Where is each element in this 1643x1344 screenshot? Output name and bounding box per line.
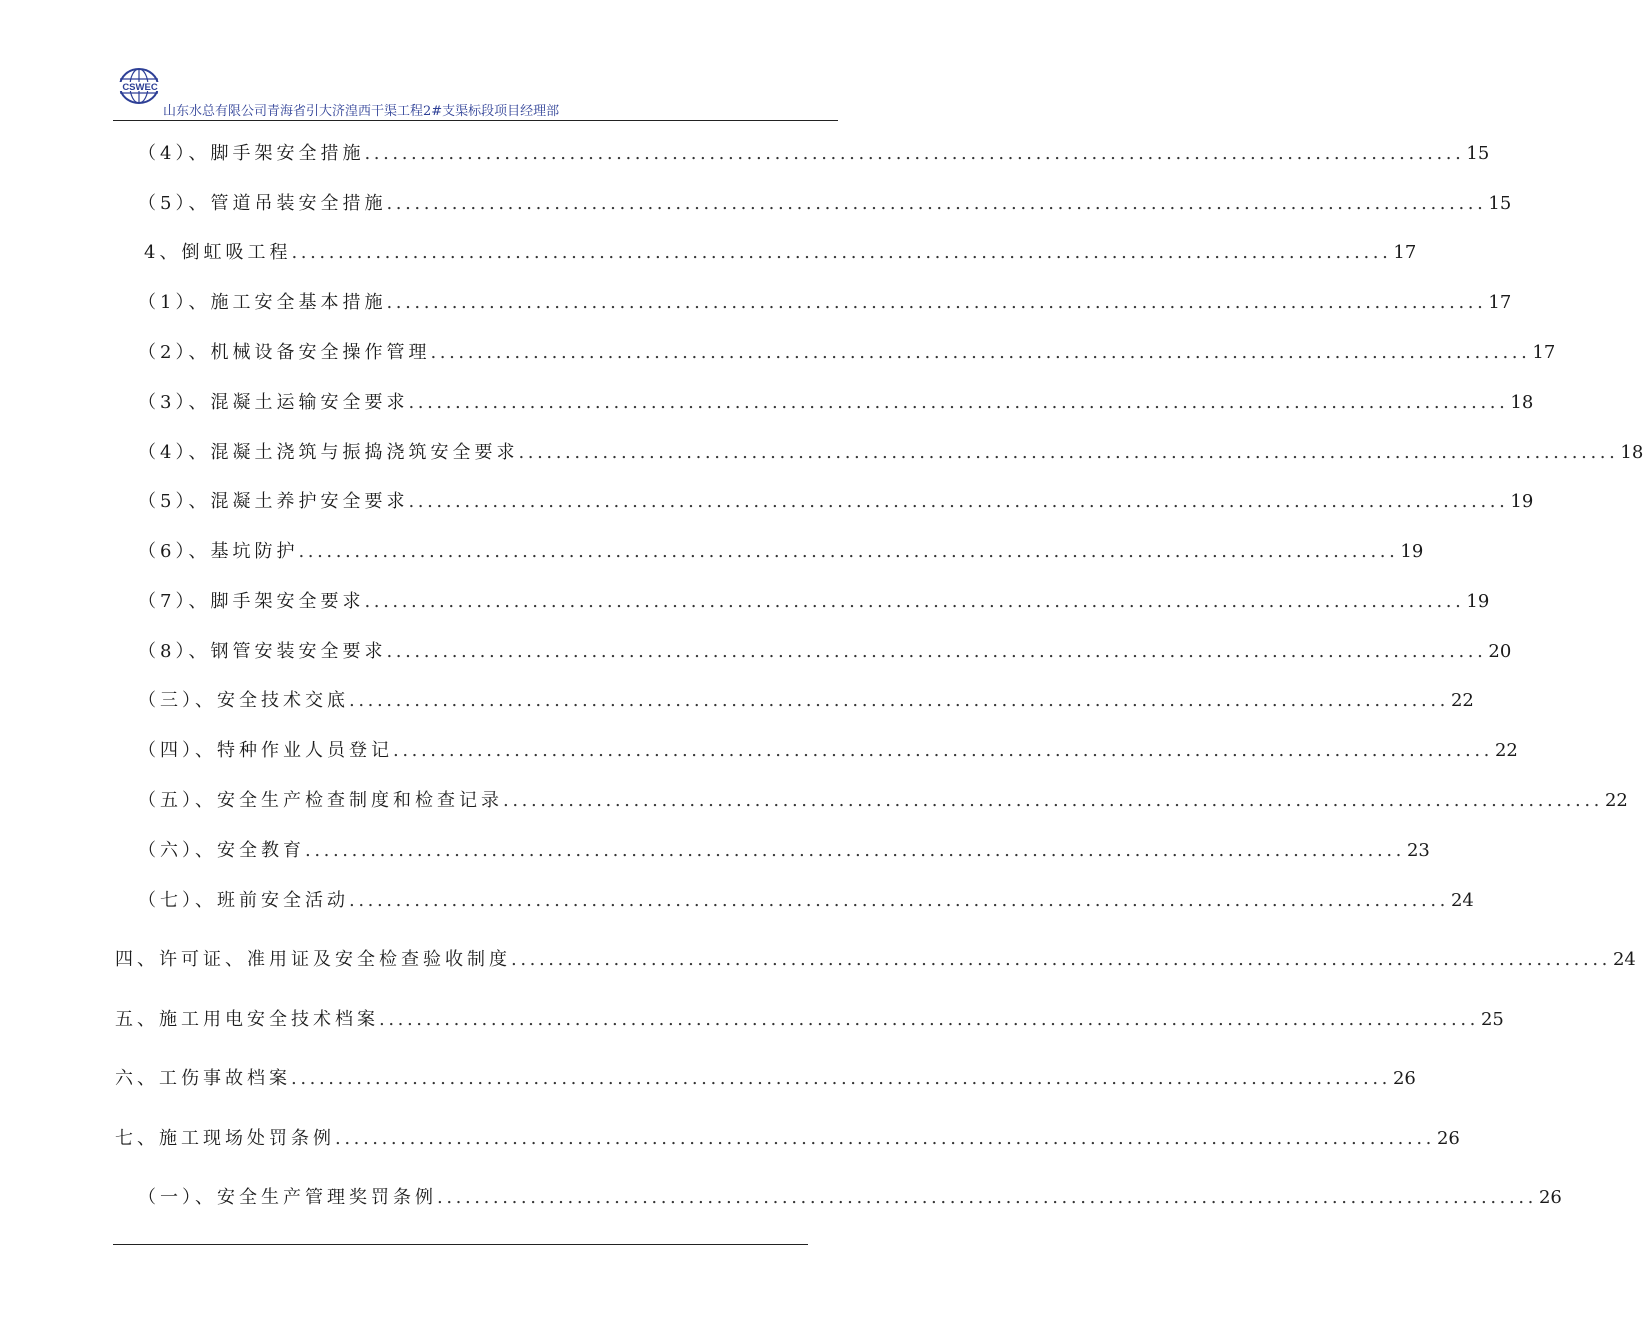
toc-entry[interactable] bbox=[138, 441, 1643, 465]
toc-entry[interactable] bbox=[138, 839, 1430, 863]
toc-leader-dots: ...................................................................................................................... bbox=[364, 591, 1465, 612]
toc-entry-page-number: 26 bbox=[1538, 1187, 1562, 1208]
toc-entry[interactable] bbox=[138, 341, 1556, 365]
toc-entry[interactable] bbox=[138, 889, 1474, 913]
toc-entry-page-number: 17 bbox=[1488, 292, 1512, 313]
toc-entry-page-number: 26 bbox=[1392, 1068, 1416, 1089]
toc-leader-dots: ...................................................................................................................... bbox=[379, 1009, 1479, 1030]
toc-entry-title: （2）、机械设备安全操作管理 bbox=[138, 342, 431, 363]
toc-leader-dots: ...................................................................................................................... bbox=[364, 143, 1465, 164]
toc-leader-dots: ...................................................................................................................... bbox=[291, 242, 1392, 263]
toc-entry-page-number: 17 bbox=[1532, 342, 1556, 363]
toc-entry-page-number: 19 bbox=[1510, 491, 1534, 512]
toc-entry-page-number: 20 bbox=[1488, 641, 1512, 662]
toc-leader-dots: ...................................................................................................................... bbox=[503, 790, 1603, 811]
toc-entry-title: （三）、安全技术交底 bbox=[138, 690, 349, 711]
toc-entry[interactable] bbox=[138, 789, 1628, 813]
toc-entry-page-number: 17 bbox=[1393, 242, 1417, 263]
toc-entry[interactable] bbox=[115, 1127, 1460, 1151]
toc-leader-dots: ...................................................................................................................... bbox=[386, 193, 1487, 214]
toc-leader-dots: ...................................................................................................................... bbox=[430, 342, 1531, 363]
toc-leader-dots: ...................................................................................................................... bbox=[437, 1187, 1537, 1208]
toc-leader-dots: ...................................................................................................................... bbox=[518, 442, 1619, 463]
toc-entry[interactable] bbox=[115, 948, 1636, 972]
toc-entry-title: 七、施工现场处罚条例 bbox=[115, 1128, 335, 1149]
toc-leader-dots: ...................................................................................................................... bbox=[511, 949, 1611, 970]
toc-entry-title: （5）、混凝土养护安全要求 bbox=[138, 491, 409, 512]
toc-leader-dots: ...................................................................................................................... bbox=[386, 292, 1487, 313]
toc-entry-page-number: 26 bbox=[1436, 1128, 1460, 1149]
logo-text: CSWEC bbox=[122, 82, 158, 93]
toc-leader-dots: ...................................................................................................................... bbox=[349, 690, 1449, 711]
toc-entry[interactable] bbox=[138, 689, 1474, 713]
toc-entry-page-number: 19 bbox=[1400, 541, 1424, 562]
header-organization-text: 山东水总有限公司青海省引大济湟西干渠工程2#支渠标段项目经理部 bbox=[163, 104, 560, 119]
toc-entry[interactable] bbox=[144, 241, 1417, 265]
toc-entry-title: （7）、脚手架安全要求 bbox=[138, 591, 365, 612]
toc-entry-title: （1）、施工安全基本措施 bbox=[138, 292, 387, 313]
toc-entry-title: （4）、混凝土浇筑与振捣浇筑安全要求 bbox=[138, 442, 519, 463]
toc-entry-page-number: 24 bbox=[1612, 949, 1636, 970]
toc-entry-page-number: 23 bbox=[1406, 840, 1430, 861]
toc-entry[interactable] bbox=[115, 1008, 1504, 1032]
toc-entry-title: （七）、班前安全活动 bbox=[138, 890, 349, 911]
toc-entry[interactable] bbox=[138, 640, 1512, 664]
toc-entry-page-number: 19 bbox=[1466, 591, 1490, 612]
toc-entry-page-number: 18 bbox=[1620, 442, 1643, 463]
footer-rule bbox=[113, 1244, 808, 1245]
toc-entry-page-number: 25 bbox=[1480, 1009, 1504, 1030]
toc-entry[interactable] bbox=[138, 739, 1518, 763]
toc-entry-title: 六、工伤事故档案 bbox=[115, 1068, 291, 1089]
toc-leader-dots: ...................................................................................................................... bbox=[298, 541, 1399, 562]
toc-leader-dots: ...................................................................................................................... bbox=[305, 840, 1405, 861]
toc-entry[interactable] bbox=[138, 1186, 1562, 1210]
toc-entry-title: （4）、脚手架安全措施 bbox=[138, 143, 365, 164]
toc-leader-dots: ...................................................................................................................... bbox=[408, 392, 1509, 413]
toc-leader-dots: ...................................................................................................................... bbox=[291, 1068, 1391, 1089]
toc-entry[interactable] bbox=[138, 291, 1512, 315]
toc-entry-title: （6）、基坑防护 bbox=[138, 541, 299, 562]
toc-entry[interactable] bbox=[115, 1067, 1416, 1091]
toc-entry-title: 四、许可证、准用证及安全检查验收制度 bbox=[115, 949, 511, 970]
page-header bbox=[113, 62, 838, 121]
toc-entry-title: （一）、安全生产管理奖罚条例 bbox=[138, 1187, 437, 1208]
toc-entry[interactable] bbox=[138, 391, 1534, 415]
toc-entry-page-number: 24 bbox=[1450, 890, 1474, 911]
toc-leader-dots: ...................................................................................................................... bbox=[386, 641, 1487, 662]
toc-leader-dots: ...................................................................................................................... bbox=[335, 1128, 1435, 1149]
toc-leader-dots: ...................................................................................................................... bbox=[393, 740, 1493, 761]
toc-entry-title: 五、施工用电安全技术档案 bbox=[115, 1009, 379, 1030]
toc-entry-page-number: 18 bbox=[1510, 392, 1534, 413]
toc-leader-dots: ...................................................................................................................... bbox=[408, 491, 1509, 512]
toc-entry[interactable] bbox=[138, 142, 1490, 166]
toc-entry-page-number: 22 bbox=[1494, 740, 1518, 761]
toc-entry[interactable] bbox=[138, 540, 1424, 564]
toc-leader-dots: ...................................................................................................................... bbox=[349, 890, 1449, 911]
toc-entry-page-number: 15 bbox=[1488, 193, 1512, 214]
toc-entry[interactable] bbox=[138, 192, 1512, 216]
toc-entry[interactable] bbox=[138, 490, 1534, 514]
toc-entry-title: （3）、混凝土运输安全要求 bbox=[138, 392, 409, 413]
toc-entry-page-number: 15 bbox=[1466, 143, 1490, 164]
toc-entry-title: （5）、管道吊装安全措施 bbox=[138, 193, 387, 214]
toc-entry-title: （8）、钢管安装安全要求 bbox=[138, 641, 387, 662]
toc-entry-title: （四）、特种作业人员登记 bbox=[138, 740, 393, 761]
toc-entry-page-number: 22 bbox=[1604, 790, 1628, 811]
toc-entry-title: （五）、安全生产检查制度和检查记录 bbox=[138, 790, 503, 811]
cswec-logo-icon bbox=[117, 66, 163, 106]
toc-entry[interactable] bbox=[138, 590, 1490, 614]
toc-entry-title: （六）、安全教育 bbox=[138, 840, 305, 861]
toc-entry-page-number: 22 bbox=[1450, 690, 1474, 711]
toc-entry-title: 4、倒虹吸工程 bbox=[144, 242, 292, 263]
